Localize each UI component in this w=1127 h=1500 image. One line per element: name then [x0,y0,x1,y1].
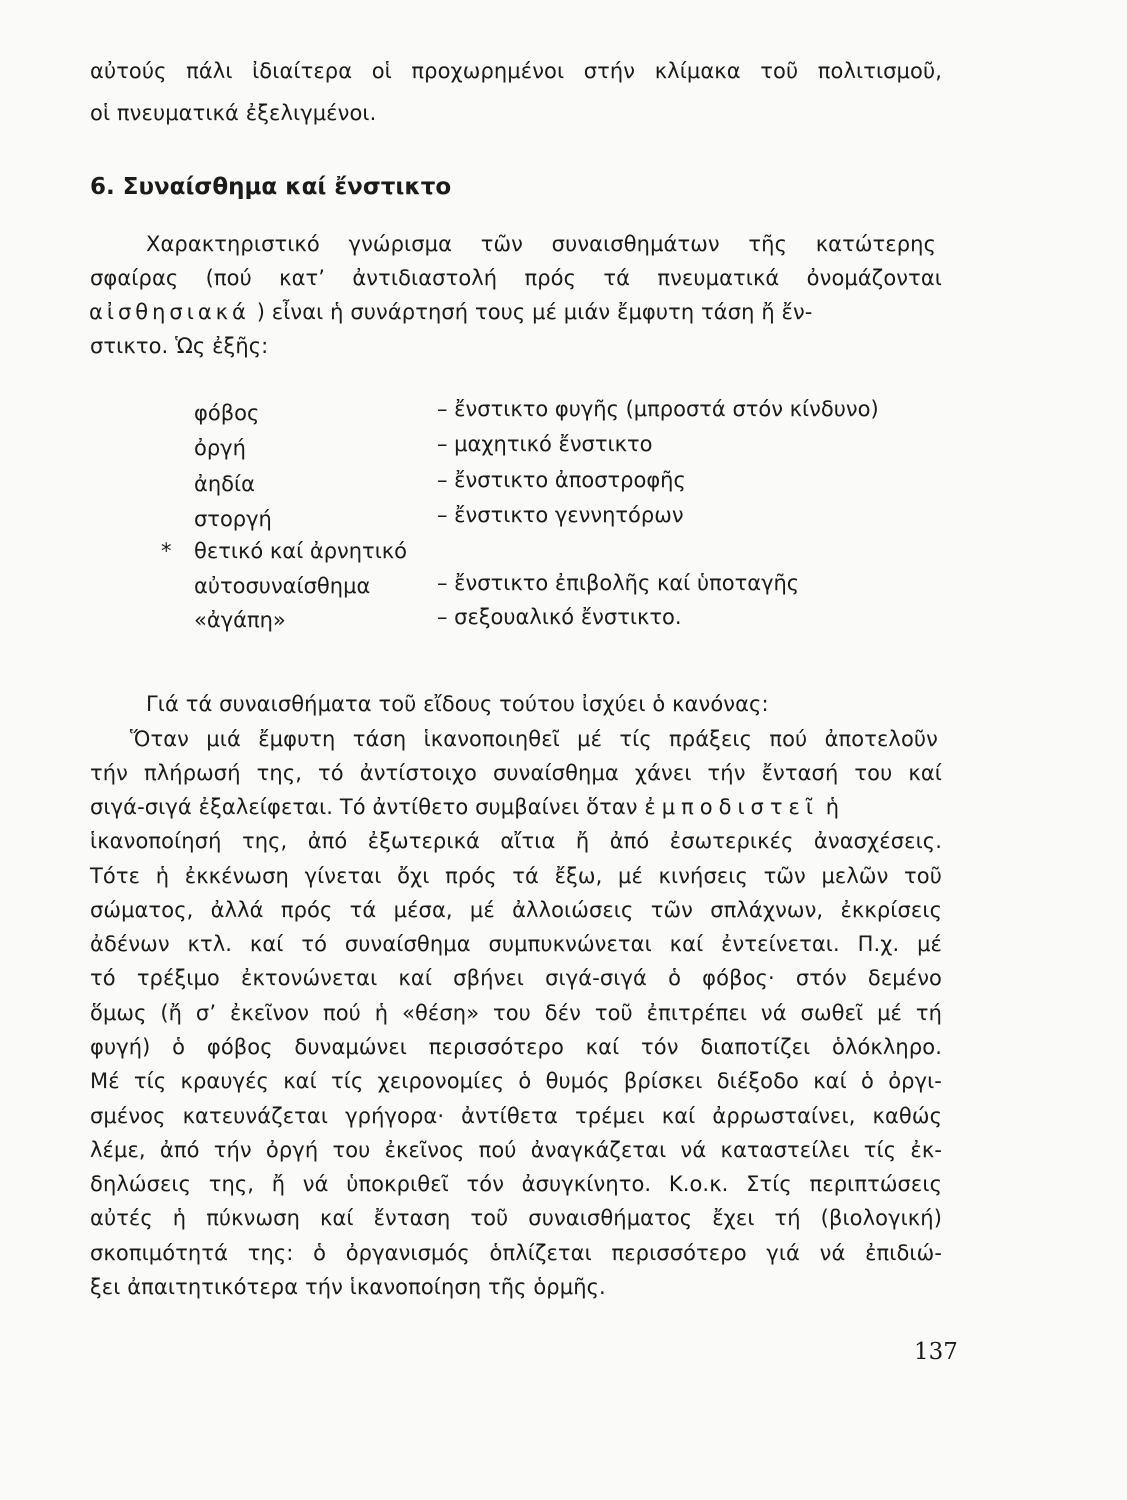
rule-line-13: σμένος κατευνάζεται γρήγορα· ἀντίθετα τρέμει καί ἀρρωσταίνει, καθώς [90,1104,942,1128]
list-term: θετικό καί ἀρνητικό [194,539,408,563]
intro-line-2: οἱ πνευματικά ἐξελιγμένοι. [90,101,377,125]
para1-line-4: στικτο. Ὡς ἐξῆς: [90,334,269,358]
list-desc: – ἔνστικτο ἀποστροφῆς [437,468,686,492]
list-desc: – ἔνστικτο φυγῆς (μπροστά στόν κίνδυνο) [437,397,879,421]
rule-line-4-post: ἡ [825,795,840,819]
intro-line-1: αὐτούς πάλι ἰδιαίτερα οἱ προχωρημένοι στήν κλίμακα τοῦ πολιτισμοῦ, [90,59,942,83]
rule-line-7: σώματος, ἀλλά πρός τά μέσα, μέ ἀλλοιώσεις τῶν σπλάχνων, ἐκκρίσεις [90,898,942,922]
para1-line-2: σφαίρας (πού κατ’ ἀντιδιαστολή πρός τά πνευματικά ὀνομάζονται [90,266,942,290]
rule-line-5: ἱκανοποίησή της, ἀπό ἐξωτερικά αἴτια ἤ ἀπό ἐσωτερικές ἀνασχέσεις. [90,829,942,853]
list-term: στοργή [194,507,272,531]
rule-line-10: ὅμως (ἤ σ’ ἐκεῖνον πού ἡ «θέση» του δέν τοῦ ἐπιτρέπει νά σωθεῖ μέ τή [90,1001,942,1025]
asterisk-marker: * [161,539,172,563]
list-desc: – μαχητικό ἔνστικτο [437,432,653,456]
rule-line-14: λέμε, ἀπό τήν ὀργή του ἐκεῖνος πού ἀναγκάζεται νά καταστείλει τίς ἐκ- [90,1138,942,1162]
rule-line-6: Τότε ἡ ἐκκένωση γίνεται ὄχι πρός τά ἔξω, μέ κινήσεις τῶν μελῶν τοῦ [90,864,942,888]
rule-line-12: Μέ τίς κραυγές καί τίς χειρονομίες ὁ θυμός βρίσκει διέξοδο καί ὁ ὀργι- [90,1069,942,1093]
list-desc: – ἔνστικτο ἐπιβολῆς καί ὑποταγῆς [437,571,800,595]
rule-line-9: τό τρέξιμο ἐκτονώνεται καί σβήνει σιγά-σιγά ὁ φόβος· στόν δεμένο [90,966,942,990]
rule-line-4-pre: σιγά-σιγά ἐξαλείφεται. Τό ἀντίθετο συμβαίνει ὅταν [90,795,638,819]
section-heading: 6. Συναίσθημα καί ἔνστικτο [90,174,452,200]
para1-line-3-rest: ) εἶναι ἡ συνάρτησή τους μέ μιάν ἔμφυτη τάση ἤ ἔν- [256,300,813,324]
list-desc: – σεξουαλικό ἔνστικτο. [437,605,682,629]
list-desc: – ἔνστικτο γεννητόρων [437,503,684,527]
rule-line-8: ἀδένων κτλ. καί τό συναίσθημα συμπυκνώνεται καί ἐντείνεται. Π.χ. μέ [90,932,942,956]
para1-line-3 [89,297,942,327]
list-term: αὐτοσυναίσθημα [194,574,371,598]
rule-line-2: Ὅταν μιά ἔμφυτη τάση ἱκανοποιηθεῖ μέ τίς πράξεις πού ἀποτελοῦν [130,727,938,751]
page-number: 137 [914,1339,958,1365]
rule-line-4 [90,792,942,822]
rule-line-1: Γιά τά συναισθήματα τοῦ εἴδους τούτου ἰσχύει ὁ κανόνας: [146,692,769,716]
spaced-term-empodistei: ἐμποδιστεῖ [644,795,819,819]
rule-line-17: σκοπιμότητά της: ὁ ὀργανισμός ὁπλίζεται περισσότερο γιά νά ἐπιδιώ- [90,1241,942,1265]
rule-line-11: φυγή) ὁ φόβος δυναμώνει περισσότερο καί τόν διαποτίζει ὁλόκληρο. [90,1035,942,1059]
list-term: ἀηδία [194,472,255,496]
list-term: «ἀγάπη» [194,608,286,632]
rule-line-15: δηλώσεις της, ἤ νά ὑποκριθεῖ τόν ἀσυγκίνητο. Κ.ο.κ. Στίς περιπτώσεις [90,1172,942,1196]
spaced-term-aisthisiaka: αἰσθησιακά [89,300,250,324]
list-term: φόβος [194,401,260,425]
rule-line-16: αὐτές ἡ πύκνωση καί ἔνταση τοῦ συναισθήματος ἔχει τή (βιολογική) [90,1206,942,1230]
rule-line-18: ξει ἀπαιτητικότερα τήν ἱκανοποίηση τῆς ὁρμῆς. [90,1275,606,1299]
rule-line-3: τήν πλήρωσή της, τό ἀντίστοιχο συναίσθημα χάνει τήν ἔντασή του καί [90,761,942,785]
para1-line-1: Χαρακτηριστικό γνώρισμα τῶν συναισθημάτων τῆς κατώτερης [146,232,936,256]
list-term: ὀργή [194,436,246,460]
